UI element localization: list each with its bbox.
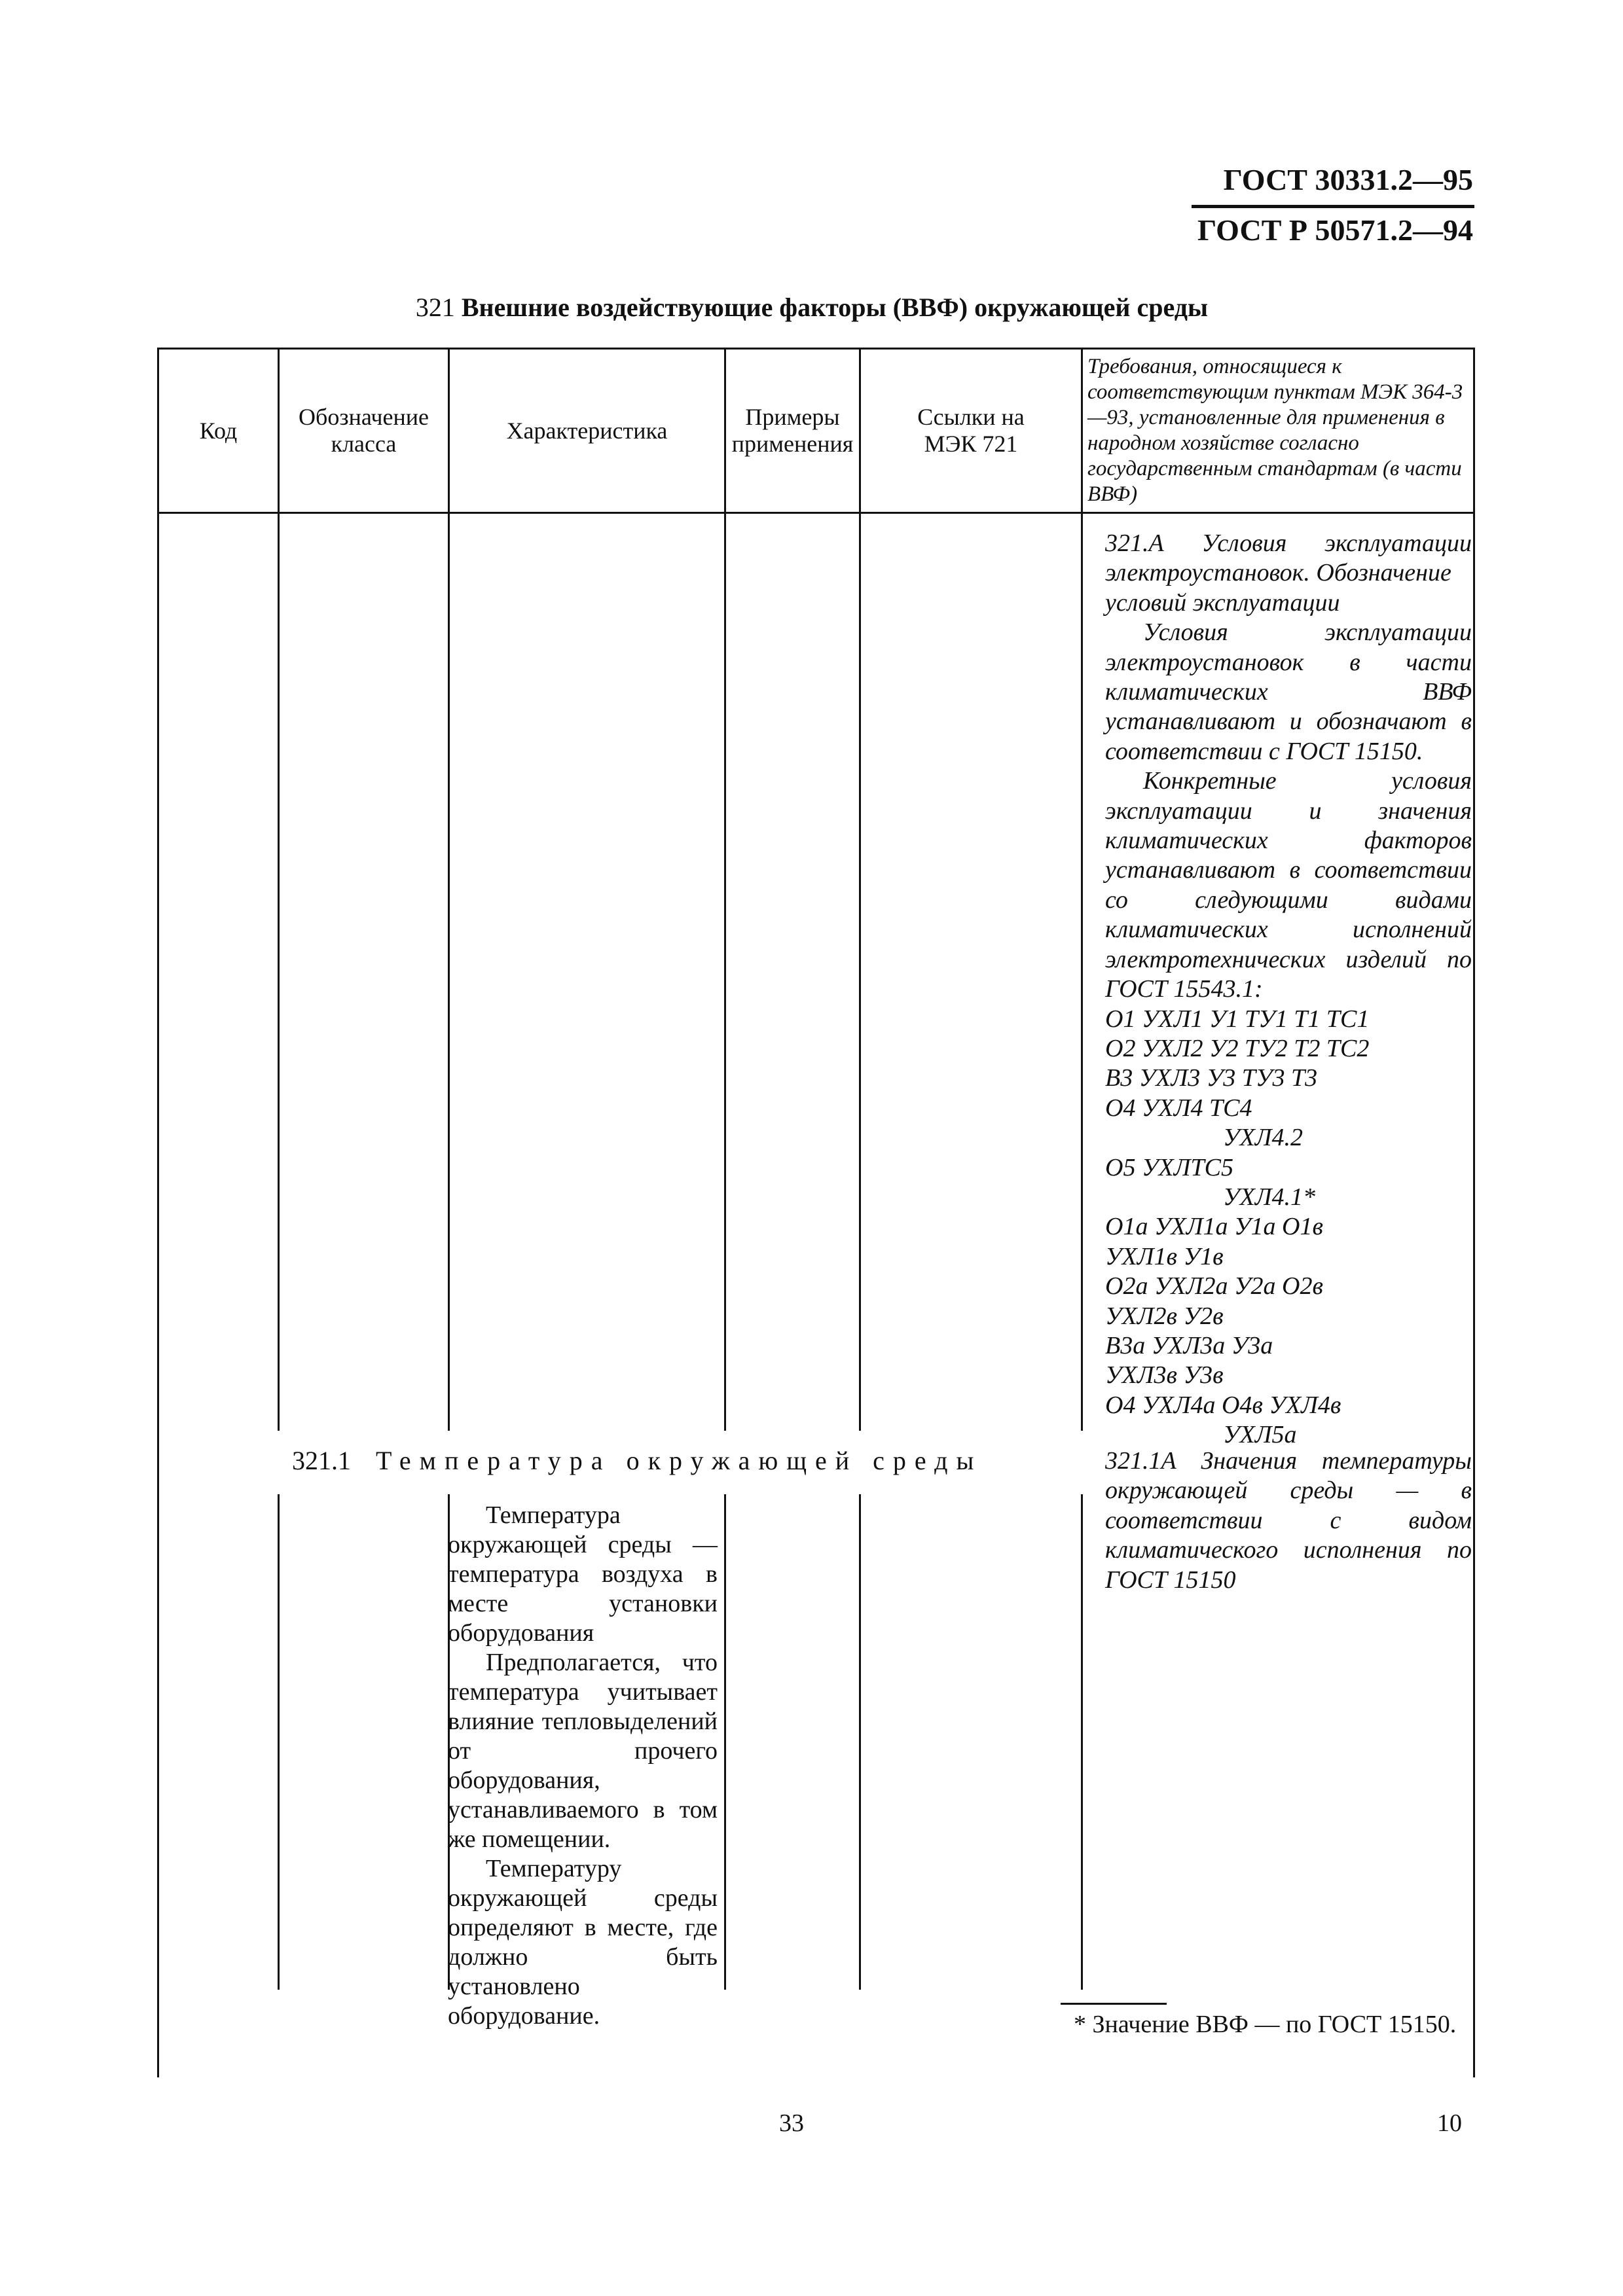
col-sep-1-lower	[278, 1494, 280, 1990]
requirement-321-1a-text: 321.1А Значения температуры окружающей среды — в соответствии с видом климатического исполнения по ГОСТ 15150	[1105, 1447, 1472, 1594]
section-title: Температура окружающей среды	[376, 1446, 983, 1475]
version-line: О5 УХЛТС5	[1105, 1153, 1233, 1181]
characteristic-paragraph-2: Предполагается, что температура учитывает влияние тепловыделений от прочего оборудования, устанавливаемого в том же помещении.	[448, 1649, 718, 1853]
table-right-border	[1473, 348, 1475, 2077]
version-line: О4 УХЛ4 ТС4	[1105, 1094, 1252, 1122]
col-header-class: Обозначение класса	[299, 404, 429, 457]
table-left-border	[157, 348, 159, 2077]
col-sep-5-lower	[1081, 1494, 1083, 1990]
requirement-321-1a	[1105, 1446, 1472, 1595]
req-heading-line-2: электроустановок. Обозначение	[1105, 559, 1451, 587]
col-sep-4-lower	[859, 1494, 861, 1990]
page-number-right: 10	[1437, 2109, 1462, 2137]
version-line: УХЛ2в У2в	[1105, 1302, 1224, 1330]
col-sep-5-upper	[1081, 348, 1083, 1431]
req-paragraph-1: Условия эксплуатации электроустановок в части климатических ВВФ устанавливают и обозначают в соответствии с ГОСТ 15150.	[1105, 619, 1472, 765]
requirements-321a	[1105, 529, 1472, 1450]
header-divider	[1192, 205, 1474, 208]
version-line: О1 УХЛ1 У1 ТУ1 Т1 ТС1	[1105, 1005, 1370, 1033]
req-heading-line-1: 321.А Условия эксплуатации	[1105, 529, 1472, 557]
req-heading-line-3: условий эксплуатации	[1105, 588, 1340, 617]
version-line: В3а УХЛ3а У3а	[1105, 1331, 1273, 1359]
version-line: УХЛ1в У1в	[1105, 1242, 1224, 1270]
version-line: УХЛ4.1*	[1223, 1183, 1316, 1211]
standard-number-1: ГОСТ 30331.2—95	[1223, 163, 1473, 196]
col-header-characteristic: Характеристика	[506, 417, 668, 444]
col-header-examples: Примеры применения	[731, 404, 854, 457]
version-line: УХЛ5а	[1223, 1421, 1297, 1449]
col-header-requirements: Требования, относящиеся к соответствующим пунктам МЭК 364-3—93, установленные для применения в народном хозяйстве согласно государственным стандартам (в части ВВФ)	[1087, 355, 1463, 506]
version-line: УХЛ3в У3в	[1105, 1361, 1224, 1390]
version-line: УХЛ4.2	[1223, 1124, 1304, 1152]
version-line: О2 УХЛ2 У2 ТУ2 Т2 ТС2	[1105, 1034, 1370, 1062]
footnote-rule	[1061, 2003, 1167, 2005]
characteristic-321-1	[448, 1501, 718, 2031]
page-number-left: 33	[779, 2109, 804, 2137]
characteristic-paragraph-3: Температуру окружающей среды определяют в месте, где должно быть установлено оборудование.	[448, 1855, 718, 2030]
col-header-iec-refs: Ссылки на МЭК 721	[917, 404, 1025, 457]
req-paragraph-2: Конкретные условия эксплуатации и значения климатических факторов устанавливают в соответствии со следующими видами климатических исполнений электротехнических изделий по ГОСТ 15543.1:	[1105, 767, 1472, 1003]
table-title-text: Внешние воздействующие факторы (ВВФ) окружающей среды	[461, 293, 1209, 322]
footnote: * Значение ВВФ — по ГОСТ 15150.	[1074, 2011, 1457, 2038]
version-line: О1а УХЛ1а У1а О1в	[1105, 1213, 1323, 1241]
section-number: 321.1	[292, 1446, 351, 1475]
version-line: О2а УХЛ2а У2а О2в	[1105, 1272, 1323, 1300]
table-title	[157, 292, 1467, 323]
table-title-number: 321	[415, 293, 455, 322]
characteristic-paragraph-1: Температура окружающей среды — температура воздуха в месте установки оборудования	[448, 1501, 718, 1647]
table-header-bottom-border	[157, 512, 1475, 514]
col-header-code: Код	[199, 417, 238, 444]
version-line: В3 УХЛ3 У3 ТУ3 Т3	[1105, 1064, 1318, 1092]
standard-number-2: ГОСТ Р 50571.2—94	[1197, 213, 1473, 247]
col-sep-3-lower	[724, 1494, 726, 1990]
version-line: О4 УХЛ4а О4в УХЛ4в	[1105, 1391, 1341, 1419]
